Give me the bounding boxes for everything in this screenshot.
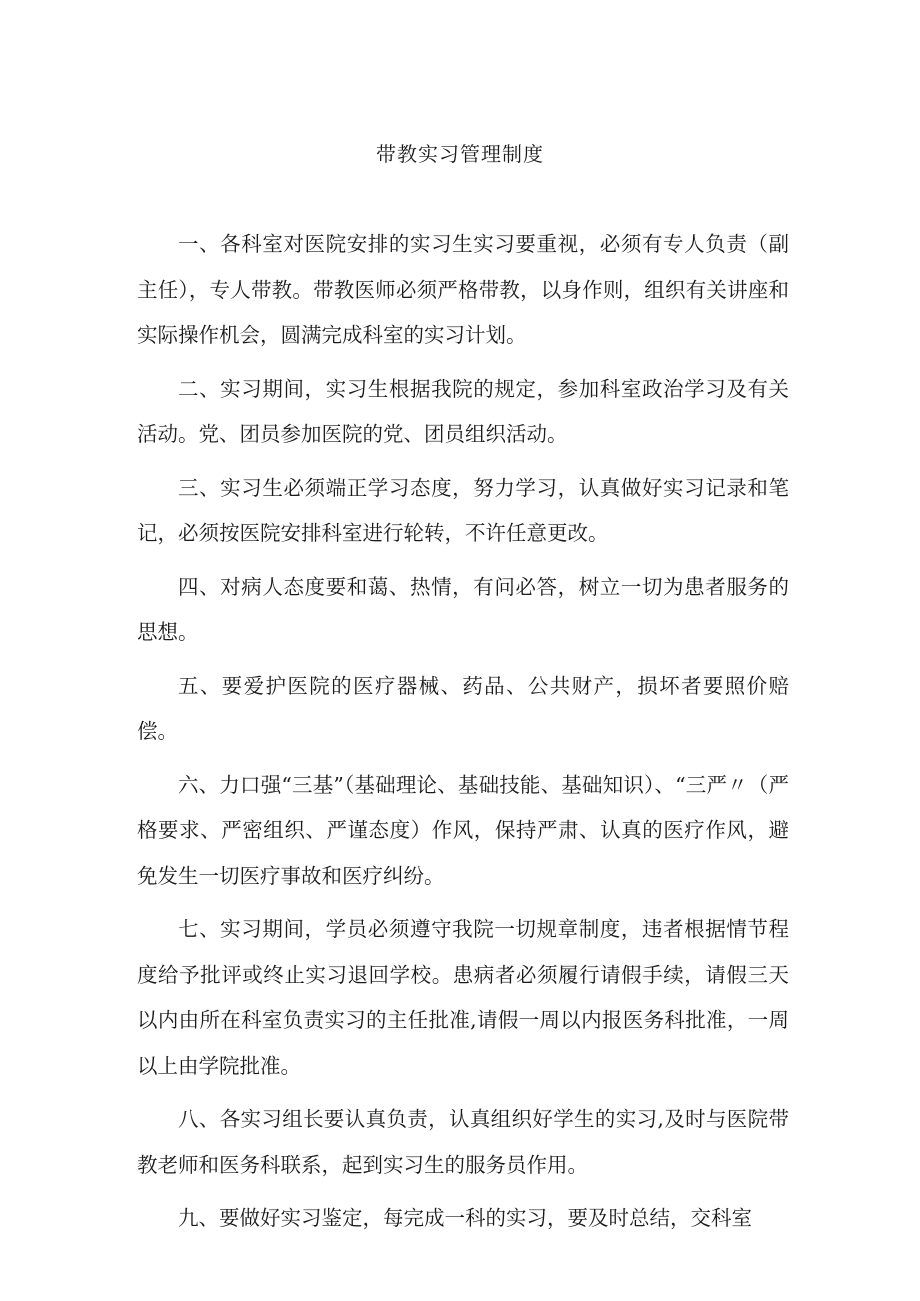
paragraph-1: 一、各科室对医院安排的实习生实习要重视，必须有专人负责（副主任），专人带教。带教医师必须严格带教，以身作则，组织有关讲座和实际操作机会，圆满完成科室的实习计划。 — [137, 232, 789, 347]
paragraph-4: 四、对病人态度要和蔼、热情，有问必答，树立一切为患者服务的思想。 — [137, 574, 789, 644]
paragraph-9: 九、要做好实习鉴定，每完成一科的实习，要及时总结，交科室 — [178, 1206, 752, 1230]
paragraph-8: 八、各实习组长要认真负责，认真组织好学生的实习,及时与医院带教老师和医务科联系，起到实习生的服务员作用。 — [137, 1107, 789, 1177]
document-body — [137, 222, 789, 1250]
paragraph-6: 六、力口强“三基”（基础理论、基础技能、基础知识）、“三严〃（严格要求、严密组织、严谨态度）作风，保持严肃、认真的医疗作风，避免发生一切医疗事故和医疗纠纷。 — [137, 772, 789, 888]
paragraph-3: 三、实习生必须端正学习态度，努力学习，认真做好实习记录和笔记，必须按医院安排科室进行轮转，不许任意更改。 — [137, 475, 789, 545]
paragraph-7: 七、实习期间，学员必须遵守我院一切规章制度，违者根据情节程度给予批评或终止实习退回学校。患病者必须履行请假手续，请假三天以内由所在科室负责实习的主任批准,请假一周以内报医务科批准，一周以上由学院批准。 — [137, 917, 789, 1078]
document-title: 带教实习管理制度 — [376, 142, 544, 166]
paragraph-2: 二、实习期间，实习生根据我院的规定，参加科室政治学习及有关活动。党、团员参加医院的党、团员组织活动。 — [137, 376, 789, 446]
paragraph-5: 五、要爱护医院的医疗器械、药品、公共财产，损坏者要照价赔偿。 — [137, 673, 789, 743]
